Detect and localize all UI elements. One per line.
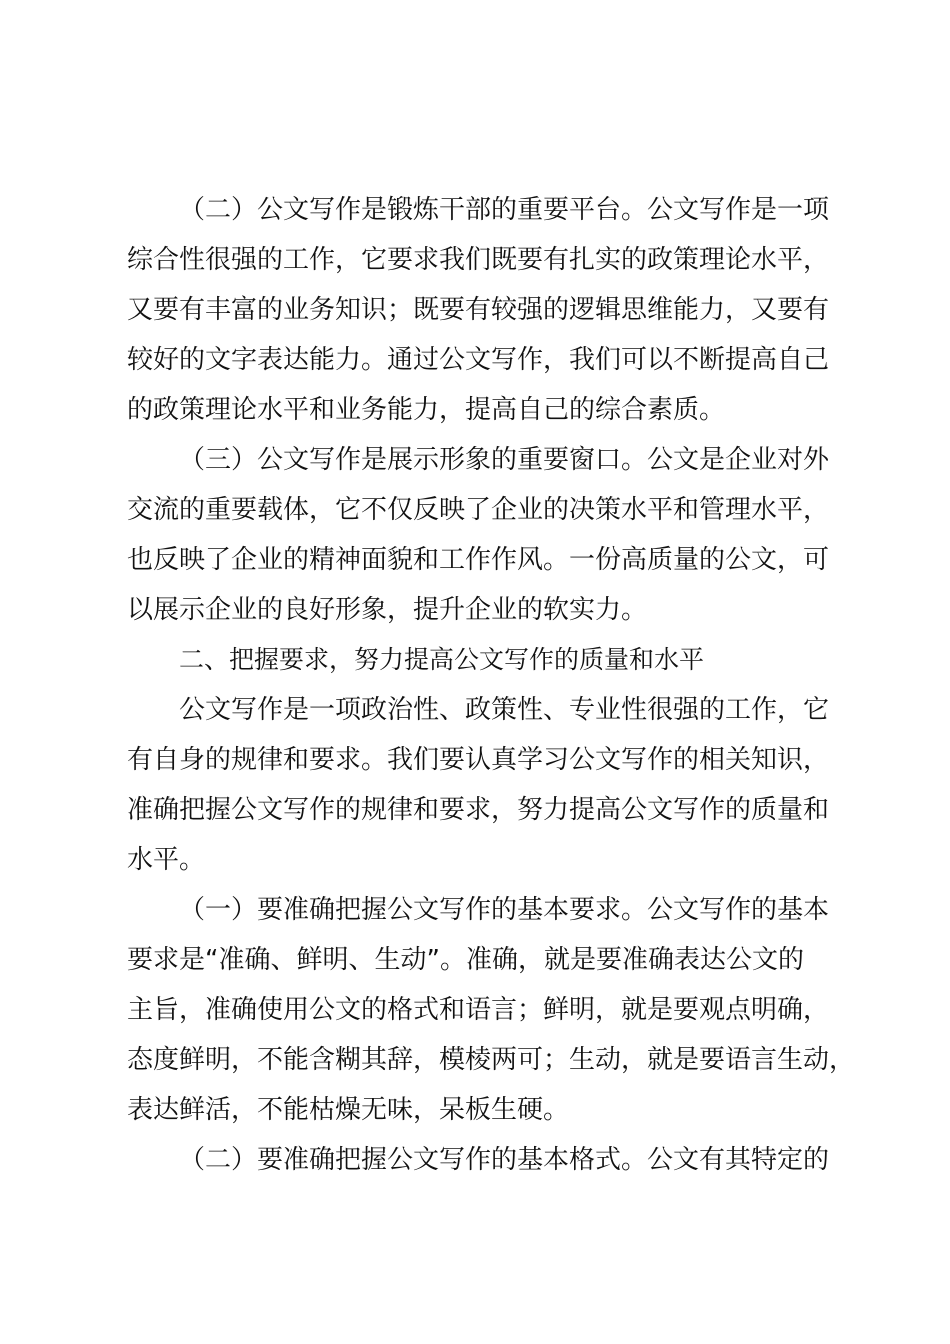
- section-intro-line-1: 公文写作是一项政治性、政策性、专业性很强的工作，它: [179, 695, 830, 725]
- paragraph-3-line-3: 也反映了企业的精神面貌和工作作风。一份高质量的公文，可: [127, 545, 830, 575]
- paragraph-2-line-4: 较好的文字表达能力。通过公文写作，我们可以不断提高自己: [127, 345, 830, 375]
- document-body: [127, 185, 856, 1185]
- requirement-1-line-2: 要求是“准确、鲜明、生动”。准确，就是要准确表达公文的: [127, 945, 804, 975]
- requirement-1-line-3: 主旨，准确使用公文的格式和语言；鲜明，就是要观点明确，: [127, 995, 830, 1025]
- requirement-1-line-5: 表达鲜活，不能枯燥无味，呆板生硬。: [127, 1095, 570, 1125]
- requirement-2-line-1: （二）要准确把握公文写作的基本格式。公文有其特定的: [179, 1145, 830, 1175]
- requirement-1-line-4: 态度鲜明，不能含糊其辞，模棱两可；生动，就是要语言生动，: [127, 1045, 856, 1075]
- section-intro-line-2: 有自身的规律和要求。我们要认真学习公文写作的相关知识，: [127, 745, 830, 775]
- paragraph-2-line-1: （二）公文写作是锻炼干部的重要平台。公文写作是一项: [179, 195, 830, 225]
- paragraph-2-line-5: 的政策理论水平和业务能力，提高自己的综合素质。: [127, 395, 726, 425]
- section-intro-line-4: 水平。: [127, 845, 206, 875]
- paragraph-3-line-1: （三）公文写作是展示形象的重要窗口。公文是企业对外: [179, 445, 830, 475]
- paragraph-3-line-4: 以展示企业的良好形象，提升企业的软实力。: [127, 595, 648, 625]
- section-intro-line-3: 准确把握公文写作的规律和要求，努力提高公文写作的质量和: [127, 795, 830, 825]
- requirement-1-line-1: （一）要准确把握公文写作的基本要求。公文写作的基本: [179, 895, 830, 925]
- section-heading: 二、把握要求，努力提高公文写作的质量和水平: [179, 645, 705, 674]
- paragraph-3-line-2: 交流的重要载体，它不仅反映了企业的决策水平和管理水平，: [127, 495, 830, 525]
- paragraph-2-line-3: 又要有丰富的业务知识；既要有较强的逻辑思维能力，又要有: [127, 295, 830, 325]
- paragraph-2-line-2: 综合性很强的工作，它要求我们既要有扎实的政策理论水平，: [127, 245, 830, 275]
